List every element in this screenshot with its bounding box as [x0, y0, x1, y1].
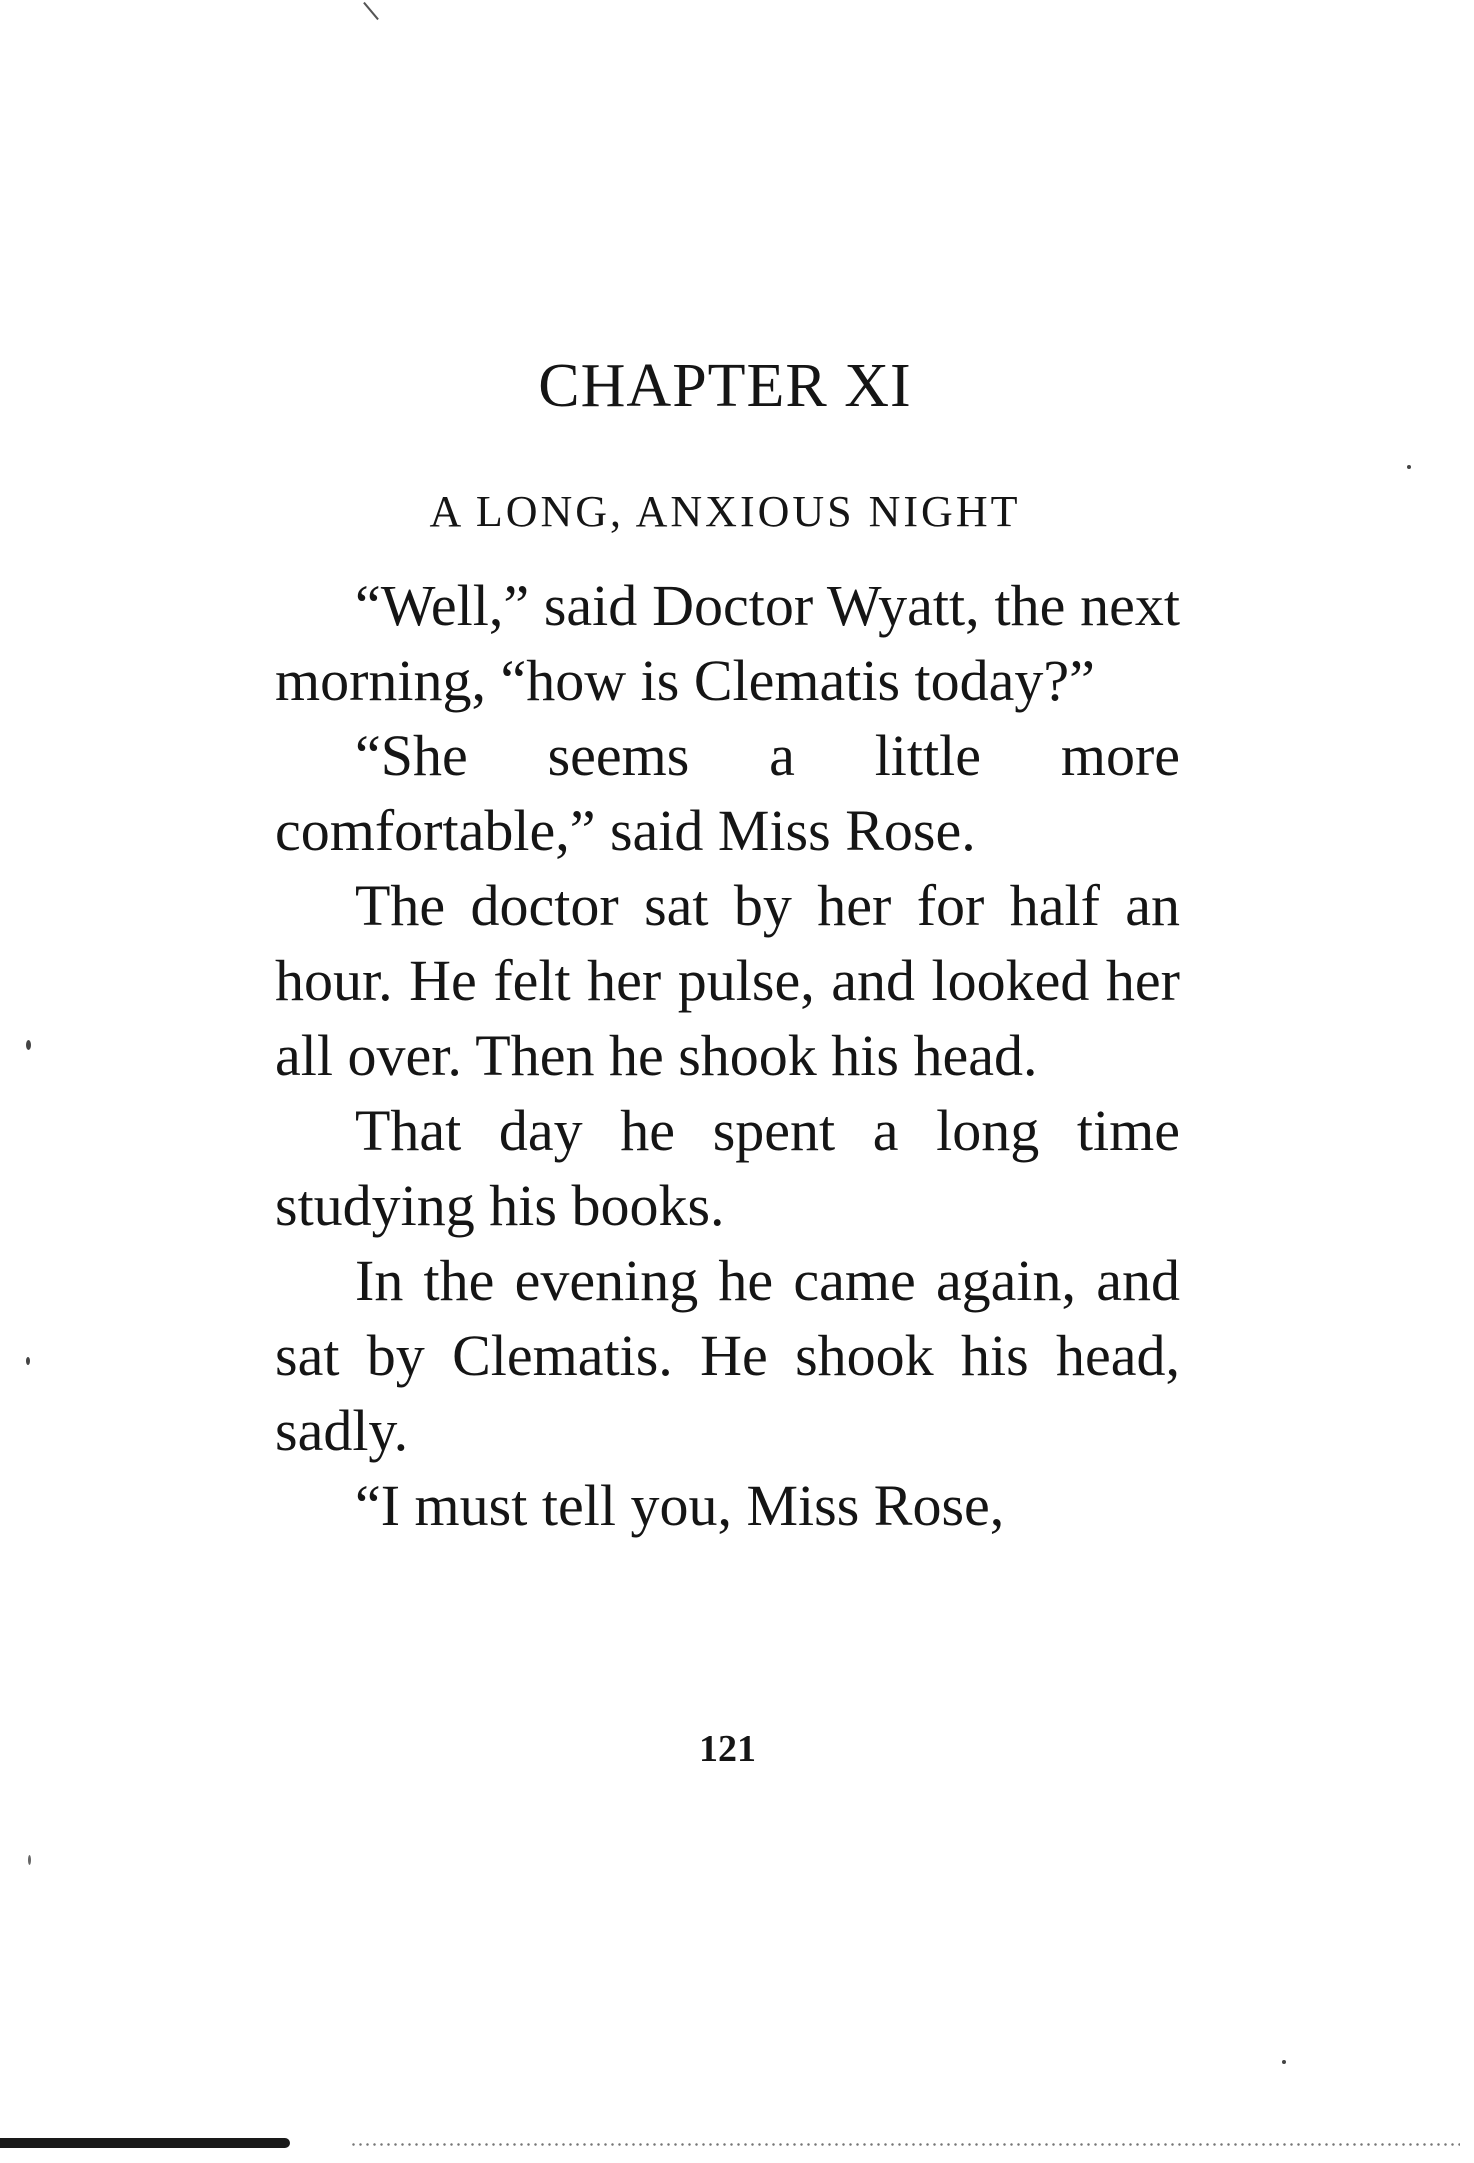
- chapter-subtitle: A LONG, ANXIOUS NIGHT: [429, 487, 1021, 536]
- scan-edge-noise: [350, 2142, 1460, 2147]
- paragraph: In the evening he came again, and sat by Clematis. He shook his head, sadly.: [275, 1248, 1180, 1463]
- scan-speck: [26, 1040, 31, 1050]
- scan-artifact: [363, 2, 379, 20]
- page-number: 121: [699, 1728, 756, 1770]
- paragraph: That day he spent a long time studying his books.: [275, 1098, 1180, 1238]
- paragraph: “She seems a little more comfortable,” said Miss Rose.: [275, 723, 1180, 863]
- scan-speck: [26, 1357, 30, 1365]
- chapter-title: CHAPTER XI: [538, 352, 912, 420]
- paragraph: “I must tell you, Miss Rose,: [355, 1473, 1005, 1538]
- scan-speck: [1407, 465, 1411, 469]
- paragraph: The doctor sat by her for half an hour. He felt her pulse, and looked her all over. Then he shook his head.: [275, 873, 1180, 1088]
- scan-speck: [28, 1855, 31, 1865]
- page-bottom-edge: [0, 2130, 1474, 2150]
- paragraph: “Well,” said Doctor Wyatt, the next morning, “how is Clematis today?”: [275, 573, 1180, 713]
- scan-speck: [1282, 2060, 1286, 2064]
- body-text: [275, 568, 1180, 1543]
- scan-edge-bar: [0, 2138, 290, 2148]
